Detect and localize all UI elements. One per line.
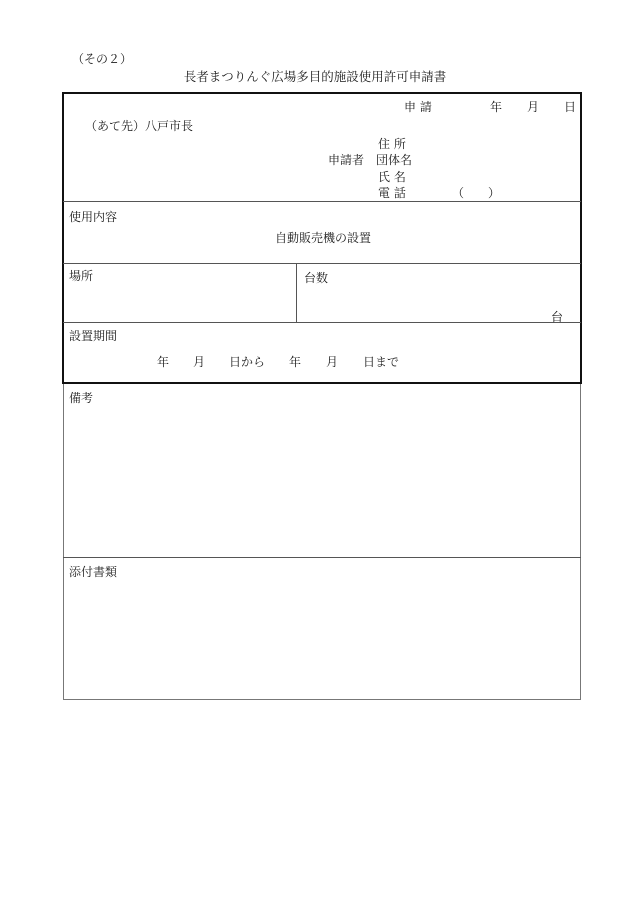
phone-label: 電 話 [378, 186, 406, 200]
application-day: 日 [564, 100, 577, 114]
application-month: 月 [527, 100, 540, 114]
org-label: 団体名 [376, 153, 413, 167]
application-date-label: 申 請 [404, 100, 432, 114]
form-title: 長者まつりんぐ広場多目的施設使用許可申請書 [183, 69, 447, 84]
period-month-from: 月 [193, 355, 206, 369]
divider-attachments [63, 557, 581, 558]
usage-value: 自動販売機の設置 [275, 231, 372, 245]
period-year-from: 年 [157, 355, 170, 369]
period-label: 設置期間 [69, 329, 118, 343]
name-label: 氏 名 [378, 170, 406, 184]
applicant-label: 申請者 [328, 153, 365, 167]
period-month-to: 月 [326, 355, 339, 369]
location-label: 場所 [69, 269, 94, 283]
period-day-to: 日まで [363, 355, 400, 369]
remarks-label: 備考 [69, 391, 94, 405]
addressee: （あて先）八戸市長 [85, 119, 194, 133]
divider-location [63, 263, 581, 264]
divider-location-units [296, 263, 297, 322]
attachments-label: 添付書類 [69, 565, 118, 579]
period-day-from: 日から [229, 355, 266, 369]
divider-usage [63, 201, 581, 202]
divider-period [63, 322, 581, 323]
page-label: （その２） [72, 52, 133, 66]
units-label: 台数 [304, 271, 329, 285]
application-year: 年 [490, 100, 503, 114]
phone-paren: （ ） [452, 186, 501, 200]
units-unit: 台 [551, 310, 564, 324]
usage-label: 使用内容 [69, 210, 118, 224]
period-year-to: 年 [289, 355, 302, 369]
address-label: 住 所 [378, 137, 406, 151]
